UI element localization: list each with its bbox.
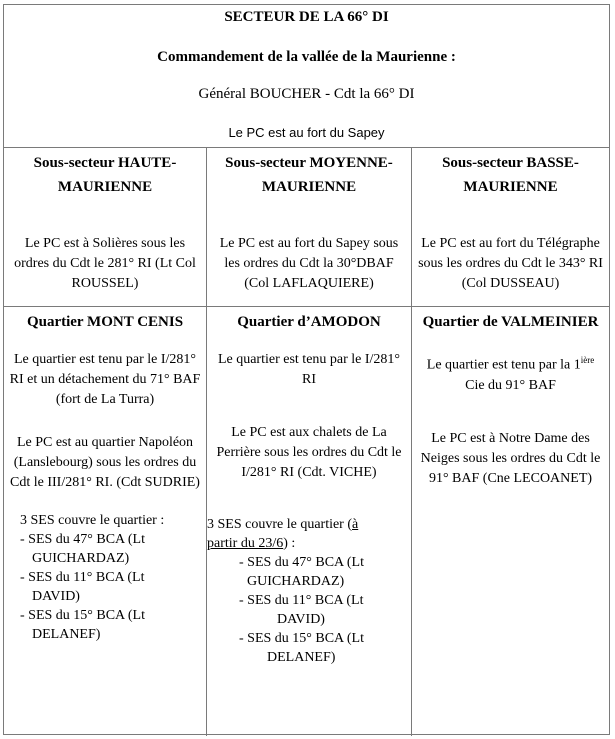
- command-title: Commandement de la vallée de la Maurienne :: [157, 49, 456, 65]
- quartier-amodon: [207, 307, 412, 736]
- sous-secteur-title: Sous-secteur HAUTE-MAURIENNE: [33, 155, 177, 195]
- list-item: GUICHARDAZ): [247, 574, 345, 589]
- list-item: - SES du 11° BCA (Lt: [239, 593, 364, 608]
- document-table: [3, 4, 610, 735]
- sector-title: SECTEUR DE LA 66° DI: [224, 9, 389, 25]
- ses-intro: 3 SES couvre le quartier (à partir du 23/6) :: [207, 517, 359, 551]
- list-item: - SES du 47° BCA (Lt: [20, 532, 146, 547]
- quartier-mont-cenis: [4, 307, 207, 736]
- quartiers-row: [4, 307, 609, 736]
- quartier-text: Le quartier est tenu par le I/281° RI: [217, 352, 401, 387]
- sous-secteur-basse-maurienne: [412, 148, 609, 306]
- sous-secteur-text: Le PC est à Solières sous les ordres du Cdt le 281° RI (Lt Col ROUSSEL): [14, 236, 196, 291]
- quartier-valmeinier: [412, 307, 609, 736]
- ses-intro: 3 SES couvre le quartier :: [20, 513, 165, 528]
- ses-list: [207, 515, 411, 667]
- list-item: DELANEF): [267, 650, 336, 665]
- sous-secteur-text: Le PC est au fort du Télégraphe sous les ordres du Cdt le 343° RI (Col DUSSEAU): [418, 236, 603, 291]
- quartier-pc-text: Le PC est aux chalets de La Perrière sous les ordres du Cdt le I/281° RI (Cdt. VICHE): [216, 425, 402, 480]
- list-item: DAVID): [32, 589, 80, 604]
- list-item: - SES du 15° BCA (Lt: [20, 608, 146, 623]
- quartier-title: Quartier de VALMEINIER: [422, 314, 599, 330]
- general-line: Général BOUCHER - Cdt la 66° DI: [198, 86, 415, 102]
- list-item: GUICHARDAZ): [32, 551, 130, 566]
- list-item: DAVID): [277, 612, 325, 627]
- list-item: - SES du 47° BCA (Lt: [239, 555, 365, 570]
- sector-header: [4, 5, 609, 148]
- sous-secteur-text: Le PC est au fort du Sapey sous les ordres du Cdt la 30°DBAF (Col LAFLAQUIERE): [219, 236, 399, 291]
- quartier-text: Le quartier est tenu par le I/281° RI et un détachement du 71° BAF (fort de La Turra): [9, 352, 201, 407]
- quartier-title: Quartier d’AMODON: [237, 314, 381, 330]
- sous-secteur-title: Sous-secteur MOYENNE-MAURIENNE: [225, 155, 393, 195]
- sous-secteur-moyenne-maurienne: [207, 148, 412, 306]
- quartier-pc-text: Le PC est à Notre Dame des Neiges sous les ordres du Cdt le 91° BAF (Cne LECOANET): [420, 430, 601, 486]
- sous-secteur-title: Sous-secteur BASSE-MAURIENNE: [442, 155, 579, 195]
- quartier-text: Le quartier est tenu par la $1^{ière}$ Cie du 91° BAF: [426, 355, 595, 393]
- quartier-title: Quartier MONT CENIS: [26, 314, 184, 330]
- sous-secteur-haute-maurienne: [4, 148, 207, 306]
- sous-secteurs-row: [4, 148, 609, 307]
- list-item: - SES du 15° BCA (Lt: [239, 631, 365, 646]
- quartier-pc-text: Le PC est au quartier Napoléon (Lanslebourg) sous les ordres du Cdt le III/281° RI. (Cdt SUDRIE): [10, 435, 200, 490]
- list-item: DELANEF): [32, 627, 101, 642]
- sector-pc-line: Le PC est au fort du Sapey: [228, 125, 385, 140]
- ses-list: [4, 511, 206, 644]
- list-item: - SES du 11° BCA (Lt: [20, 570, 145, 585]
